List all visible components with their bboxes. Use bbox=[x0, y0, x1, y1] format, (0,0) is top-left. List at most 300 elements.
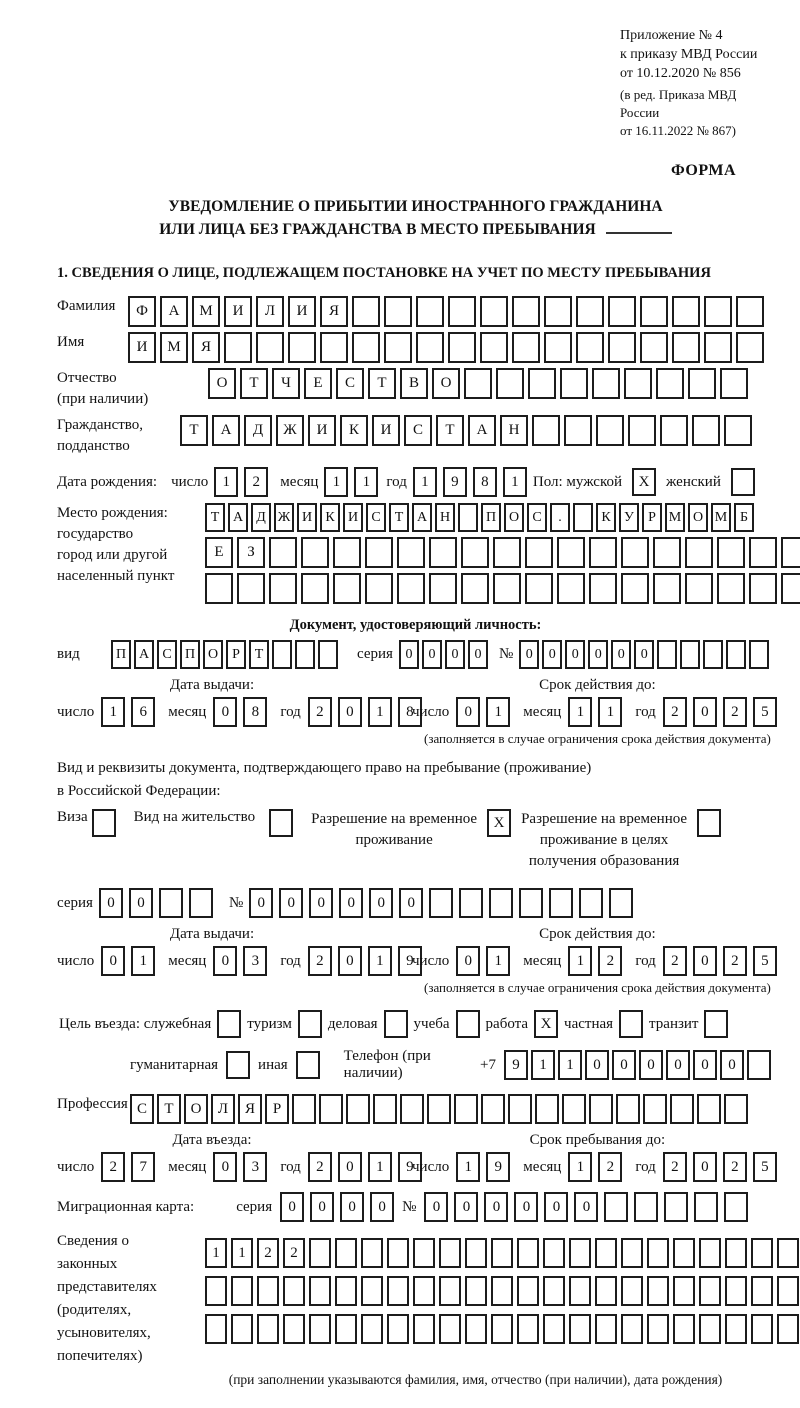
char-cell[interactable]: 0 bbox=[456, 946, 480, 976]
char-cell[interactable]: К bbox=[320, 503, 340, 532]
char-cell[interactable]: 0 bbox=[514, 1192, 538, 1222]
char-cell[interactable] bbox=[205, 573, 233, 604]
char-cell[interactable]: З bbox=[237, 537, 265, 568]
char-cell[interactable] bbox=[231, 1314, 253, 1344]
char-cell[interactable]: 1 bbox=[368, 697, 392, 727]
char-cell[interactable] bbox=[439, 1238, 461, 1268]
char-cell[interactable]: Б bbox=[734, 503, 754, 532]
char-cell[interactable]: С bbox=[366, 503, 386, 532]
char-cell[interactable] bbox=[309, 1276, 331, 1306]
char-cell[interactable] bbox=[749, 537, 777, 568]
char-cell[interactable] bbox=[361, 1276, 383, 1306]
char-cell[interactable] bbox=[647, 1314, 669, 1344]
char-cell[interactable]: С bbox=[157, 640, 177, 669]
char-cell[interactable]: Т bbox=[389, 503, 409, 532]
char-cell[interactable]: О bbox=[203, 640, 223, 669]
char-cell[interactable]: Т bbox=[157, 1094, 181, 1124]
char-cell[interactable] bbox=[609, 888, 633, 918]
char-cell[interactable] bbox=[673, 1276, 695, 1306]
purpose-transit-checkbox[interactable] bbox=[704, 1010, 728, 1038]
char-cell[interactable]: Д bbox=[244, 415, 272, 446]
char-cell[interactable]: 1 bbox=[413, 467, 437, 497]
char-cell[interactable]: 1 bbox=[205, 1238, 227, 1268]
char-cell[interactable] bbox=[517, 1276, 539, 1306]
char-cell[interactable]: И bbox=[288, 296, 316, 327]
char-cell[interactable]: 1 bbox=[231, 1238, 253, 1268]
char-cell[interactable] bbox=[413, 1238, 435, 1268]
char-cell[interactable] bbox=[448, 332, 476, 363]
char-cell[interactable]: 0 bbox=[309, 888, 333, 918]
char-cell[interactable] bbox=[413, 1276, 435, 1306]
char-cell[interactable] bbox=[335, 1314, 357, 1344]
char-cell[interactable] bbox=[699, 1238, 721, 1268]
char-cell[interactable] bbox=[694, 1192, 718, 1222]
char-cell[interactable]: 2 bbox=[723, 946, 747, 976]
char-cell[interactable] bbox=[458, 503, 478, 532]
char-cell[interactable]: 5 bbox=[753, 946, 777, 976]
char-cell[interactable] bbox=[589, 573, 617, 604]
char-cell[interactable]: 0 bbox=[542, 640, 562, 669]
char-cell[interactable]: А bbox=[134, 640, 154, 669]
char-cell[interactable]: 8 bbox=[398, 697, 422, 727]
char-cell[interactable] bbox=[365, 537, 393, 568]
char-cell[interactable]: 0 bbox=[693, 1152, 717, 1182]
char-cell[interactable] bbox=[465, 1238, 487, 1268]
char-cell[interactable] bbox=[335, 1238, 357, 1268]
char-cell[interactable] bbox=[413, 1314, 435, 1344]
char-cell[interactable] bbox=[697, 1094, 721, 1124]
char-cell[interactable]: О bbox=[432, 368, 460, 399]
char-cell[interactable]: 9 bbox=[398, 946, 422, 976]
temp-residence-edu-checkbox[interactable] bbox=[697, 809, 721, 837]
char-cell[interactable] bbox=[569, 1314, 591, 1344]
char-cell[interactable] bbox=[365, 573, 393, 604]
char-cell[interactable]: Н bbox=[500, 415, 528, 446]
char-cell[interactable] bbox=[624, 368, 652, 399]
char-cell[interactable]: 2 bbox=[308, 697, 332, 727]
char-cell[interactable] bbox=[346, 1094, 370, 1124]
char-cell[interactable] bbox=[653, 573, 681, 604]
char-cell[interactable]: М bbox=[711, 503, 731, 532]
char-cell[interactable]: С bbox=[130, 1094, 154, 1124]
char-cell[interactable]: 2 bbox=[101, 1152, 125, 1182]
char-cell[interactable] bbox=[653, 537, 681, 568]
char-cell[interactable]: 0 bbox=[484, 1192, 508, 1222]
char-cell[interactable]: И bbox=[224, 296, 252, 327]
char-cell[interactable] bbox=[491, 1314, 513, 1344]
char-cell[interactable] bbox=[319, 1094, 343, 1124]
char-cell[interactable]: И bbox=[128, 332, 156, 363]
char-cell[interactable] bbox=[657, 640, 677, 669]
char-cell[interactable] bbox=[295, 640, 315, 669]
char-cell[interactable] bbox=[751, 1314, 773, 1344]
char-cell[interactable] bbox=[643, 1094, 667, 1124]
char-cell[interactable] bbox=[549, 888, 573, 918]
char-cell[interactable] bbox=[621, 573, 649, 604]
char-cell[interactable]: 2 bbox=[244, 467, 268, 497]
char-cell[interactable] bbox=[726, 640, 746, 669]
char-cell[interactable] bbox=[387, 1314, 409, 1344]
char-cell[interactable] bbox=[373, 1094, 397, 1124]
char-cell[interactable] bbox=[562, 1094, 586, 1124]
char-cell[interactable] bbox=[416, 332, 444, 363]
char-cell[interactable] bbox=[777, 1238, 799, 1268]
char-cell[interactable]: Л bbox=[211, 1094, 235, 1124]
char-cell[interactable] bbox=[257, 1276, 279, 1306]
char-cell[interactable] bbox=[660, 415, 688, 446]
char-cell[interactable] bbox=[318, 640, 338, 669]
char-cell[interactable] bbox=[517, 1238, 539, 1268]
char-cell[interactable] bbox=[439, 1276, 461, 1306]
char-cell[interactable]: 0 bbox=[213, 946, 237, 976]
char-cell[interactable] bbox=[461, 537, 489, 568]
char-cell[interactable]: Т bbox=[205, 503, 225, 532]
char-cell[interactable]: 7 bbox=[131, 1152, 155, 1182]
char-cell[interactable] bbox=[224, 332, 252, 363]
char-cell[interactable]: 1 bbox=[568, 946, 592, 976]
char-cell[interactable]: 0 bbox=[279, 888, 303, 918]
char-cell[interactable] bbox=[508, 1094, 532, 1124]
char-cell[interactable] bbox=[335, 1276, 357, 1306]
char-cell[interactable]: 8 bbox=[473, 467, 497, 497]
char-cell[interactable]: 1 bbox=[558, 1050, 582, 1080]
char-cell[interactable]: И bbox=[372, 415, 400, 446]
char-cell[interactable] bbox=[596, 415, 624, 446]
char-cell[interactable] bbox=[576, 296, 604, 327]
char-cell[interactable]: 0 bbox=[519, 640, 539, 669]
char-cell[interactable] bbox=[397, 573, 425, 604]
char-cell[interactable]: П bbox=[481, 503, 501, 532]
char-cell[interactable] bbox=[288, 332, 316, 363]
char-cell[interactable]: 1 bbox=[486, 946, 510, 976]
char-cell[interactable] bbox=[672, 332, 700, 363]
char-cell[interactable] bbox=[725, 1314, 747, 1344]
char-cell[interactable]: А bbox=[212, 415, 240, 446]
char-cell[interactable] bbox=[749, 640, 769, 669]
char-cell[interactable]: Е bbox=[304, 368, 332, 399]
temp-residence-checkbox[interactable]: X bbox=[487, 809, 511, 837]
char-cell[interactable] bbox=[491, 1276, 513, 1306]
char-cell[interactable] bbox=[525, 573, 553, 604]
char-cell[interactable] bbox=[231, 1276, 253, 1306]
char-cell[interactable]: К bbox=[340, 415, 368, 446]
char-cell[interactable]: Е bbox=[205, 537, 233, 568]
char-cell[interactable]: 0 bbox=[666, 1050, 690, 1080]
char-cell[interactable] bbox=[384, 296, 412, 327]
char-cell[interactable]: 0 bbox=[422, 640, 442, 669]
char-cell[interactable] bbox=[448, 296, 476, 327]
char-cell[interactable] bbox=[688, 368, 716, 399]
char-cell[interactable] bbox=[685, 537, 713, 568]
char-cell[interactable]: М bbox=[160, 332, 188, 363]
char-cell[interactable] bbox=[269, 537, 297, 568]
char-cell[interactable]: М bbox=[192, 296, 220, 327]
char-cell[interactable] bbox=[621, 1276, 643, 1306]
char-cell[interactable]: А bbox=[228, 503, 248, 532]
char-cell[interactable] bbox=[387, 1238, 409, 1268]
char-cell[interactable]: П bbox=[111, 640, 131, 669]
purpose-private-checkbox[interactable] bbox=[619, 1010, 643, 1038]
char-cell[interactable]: 1 bbox=[531, 1050, 555, 1080]
char-cell[interactable] bbox=[333, 537, 361, 568]
char-cell[interactable]: Т bbox=[240, 368, 268, 399]
char-cell[interactable]: 0 bbox=[340, 1192, 364, 1222]
char-cell[interactable] bbox=[699, 1276, 721, 1306]
char-cell[interactable] bbox=[749, 573, 777, 604]
char-cell[interactable]: 1 bbox=[503, 467, 527, 497]
char-cell[interactable]: С bbox=[527, 503, 547, 532]
char-cell[interactable] bbox=[680, 640, 700, 669]
char-cell[interactable] bbox=[664, 1192, 688, 1222]
char-cell[interactable]: 9 bbox=[398, 1152, 422, 1182]
char-cell[interactable]: О bbox=[184, 1094, 208, 1124]
char-cell[interactable]: 3 bbox=[243, 946, 267, 976]
char-cell[interactable]: 0 bbox=[468, 640, 488, 669]
char-cell[interactable] bbox=[736, 296, 764, 327]
char-cell[interactable] bbox=[616, 1094, 640, 1124]
char-cell[interactable]: Р bbox=[265, 1094, 289, 1124]
char-cell[interactable] bbox=[333, 573, 361, 604]
char-cell[interactable]: 9 bbox=[486, 1152, 510, 1182]
char-cell[interactable] bbox=[640, 332, 668, 363]
char-cell[interactable]: 0 bbox=[399, 640, 419, 669]
char-cell[interactable] bbox=[489, 888, 513, 918]
char-cell[interactable]: Я bbox=[238, 1094, 262, 1124]
char-cell[interactable] bbox=[589, 1094, 613, 1124]
char-cell[interactable]: 0 bbox=[693, 1050, 717, 1080]
char-cell[interactable] bbox=[777, 1314, 799, 1344]
char-cell[interactable] bbox=[205, 1314, 227, 1344]
char-cell[interactable] bbox=[283, 1276, 305, 1306]
sex-female-checkbox[interactable] bbox=[731, 468, 755, 496]
char-cell[interactable] bbox=[557, 537, 585, 568]
char-cell[interactable] bbox=[459, 888, 483, 918]
char-cell[interactable] bbox=[320, 332, 348, 363]
char-cell[interactable] bbox=[634, 1192, 658, 1222]
char-cell[interactable] bbox=[292, 1094, 316, 1124]
char-cell[interactable]: 1 bbox=[131, 946, 155, 976]
char-cell[interactable]: 9 bbox=[504, 1050, 528, 1080]
char-cell[interactable]: Т bbox=[436, 415, 464, 446]
char-cell[interactable]: 2 bbox=[598, 946, 622, 976]
char-cell[interactable]: О bbox=[504, 503, 524, 532]
char-cell[interactable]: А bbox=[412, 503, 432, 532]
char-cell[interactable]: 0 bbox=[611, 640, 631, 669]
purpose-study-checkbox[interactable] bbox=[456, 1010, 480, 1038]
char-cell[interactable]: 0 bbox=[456, 697, 480, 727]
char-cell[interactable]: 0 bbox=[338, 946, 362, 976]
char-cell[interactable] bbox=[544, 296, 572, 327]
char-cell[interactable] bbox=[573, 503, 593, 532]
char-cell[interactable] bbox=[672, 296, 700, 327]
char-cell[interactable] bbox=[747, 1050, 771, 1080]
char-cell[interactable]: 0 bbox=[213, 697, 237, 727]
char-cell[interactable] bbox=[579, 888, 603, 918]
char-cell[interactable]: Я bbox=[320, 296, 348, 327]
char-cell[interactable] bbox=[283, 1314, 305, 1344]
char-cell[interactable] bbox=[528, 368, 556, 399]
char-cell[interactable] bbox=[512, 332, 540, 363]
char-cell[interactable]: 0 bbox=[634, 640, 654, 669]
char-cell[interactable]: 3 bbox=[243, 1152, 267, 1182]
char-cell[interactable] bbox=[237, 573, 265, 604]
char-cell[interactable]: 0 bbox=[445, 640, 465, 669]
char-cell[interactable] bbox=[256, 332, 284, 363]
char-cell[interactable] bbox=[439, 1314, 461, 1344]
char-cell[interactable] bbox=[493, 573, 521, 604]
char-cell[interactable] bbox=[777, 1276, 799, 1306]
char-cell[interactable]: Ф bbox=[128, 296, 156, 327]
char-cell[interactable]: И bbox=[297, 503, 317, 532]
char-cell[interactable] bbox=[429, 537, 457, 568]
char-cell[interactable] bbox=[595, 1314, 617, 1344]
char-cell[interactable] bbox=[604, 1192, 628, 1222]
char-cell[interactable] bbox=[272, 640, 292, 669]
char-cell[interactable] bbox=[361, 1314, 383, 1344]
char-cell[interactable] bbox=[301, 573, 329, 604]
char-cell[interactable]: 5 bbox=[753, 1152, 777, 1182]
char-cell[interactable]: 2 bbox=[723, 697, 747, 727]
char-cell[interactable]: 0 bbox=[693, 946, 717, 976]
char-cell[interactable] bbox=[576, 332, 604, 363]
char-cell[interactable] bbox=[692, 415, 720, 446]
char-cell[interactable]: 0 bbox=[639, 1050, 663, 1080]
char-cell[interactable] bbox=[496, 368, 524, 399]
char-cell[interactable] bbox=[569, 1276, 591, 1306]
char-cell[interactable]: Д bbox=[251, 503, 271, 532]
char-cell[interactable] bbox=[720, 368, 748, 399]
char-cell[interactable]: Л bbox=[256, 296, 284, 327]
char-cell[interactable]: 1 bbox=[368, 1152, 392, 1182]
char-cell[interactable] bbox=[673, 1238, 695, 1268]
char-cell[interactable]: 0 bbox=[280, 1192, 304, 1222]
char-cell[interactable] bbox=[517, 1314, 539, 1344]
char-cell[interactable]: В bbox=[400, 368, 428, 399]
char-cell[interactable]: Т bbox=[249, 640, 269, 669]
char-cell[interactable]: 0 bbox=[338, 697, 362, 727]
char-cell[interactable] bbox=[673, 1314, 695, 1344]
char-cell[interactable] bbox=[493, 537, 521, 568]
char-cell[interactable] bbox=[480, 332, 508, 363]
char-cell[interactable] bbox=[465, 1276, 487, 1306]
char-cell[interactable]: 0 bbox=[693, 697, 717, 727]
char-cell[interactable]: 2 bbox=[308, 1152, 332, 1182]
char-cell[interactable]: К bbox=[596, 503, 616, 532]
char-cell[interactable] bbox=[257, 1314, 279, 1344]
char-cell[interactable]: 0 bbox=[338, 1152, 362, 1182]
char-cell[interactable] bbox=[461, 573, 489, 604]
char-cell[interactable]: 5 bbox=[753, 697, 777, 727]
char-cell[interactable]: 0 bbox=[574, 1192, 598, 1222]
char-cell[interactable]: 0 bbox=[424, 1192, 448, 1222]
char-cell[interactable] bbox=[717, 573, 745, 604]
char-cell[interactable] bbox=[519, 888, 543, 918]
char-cell[interactable] bbox=[481, 1094, 505, 1124]
char-cell[interactable] bbox=[543, 1238, 565, 1268]
char-cell[interactable] bbox=[621, 537, 649, 568]
char-cell[interactable] bbox=[465, 1314, 487, 1344]
char-cell[interactable]: 2 bbox=[663, 697, 687, 727]
char-cell[interactable] bbox=[704, 332, 732, 363]
char-cell[interactable] bbox=[416, 296, 444, 327]
char-cell[interactable]: 2 bbox=[663, 946, 687, 976]
char-cell[interactable] bbox=[724, 415, 752, 446]
char-cell[interactable]: 1 bbox=[324, 467, 348, 497]
char-cell[interactable] bbox=[670, 1094, 694, 1124]
char-cell[interactable] bbox=[512, 296, 540, 327]
char-cell[interactable] bbox=[532, 415, 560, 446]
char-cell[interactable]: 1 bbox=[568, 1152, 592, 1182]
char-cell[interactable] bbox=[189, 888, 213, 918]
char-cell[interactable] bbox=[397, 537, 425, 568]
char-cell[interactable] bbox=[543, 1314, 565, 1344]
char-cell[interactable] bbox=[595, 1238, 617, 1268]
char-cell[interactable] bbox=[544, 332, 572, 363]
char-cell[interactable] bbox=[464, 368, 492, 399]
char-cell[interactable]: О bbox=[208, 368, 236, 399]
char-cell[interactable]: Ж bbox=[276, 415, 304, 446]
char-cell[interactable]: Р bbox=[642, 503, 662, 532]
char-cell[interactable]: 1 bbox=[354, 467, 378, 497]
char-cell[interactable]: 0 bbox=[399, 888, 423, 918]
char-cell[interactable] bbox=[205, 1276, 227, 1306]
char-cell[interactable] bbox=[608, 296, 636, 327]
char-cell[interactable] bbox=[384, 332, 412, 363]
char-cell[interactable] bbox=[301, 537, 329, 568]
char-cell[interactable]: 2 bbox=[663, 1152, 687, 1182]
char-cell[interactable]: С bbox=[404, 415, 432, 446]
char-cell[interactable]: 1 bbox=[568, 697, 592, 727]
char-cell[interactable]: 1 bbox=[598, 697, 622, 727]
char-cell[interactable] bbox=[736, 332, 764, 363]
char-cell[interactable]: 2 bbox=[598, 1152, 622, 1182]
char-cell[interactable]: 0 bbox=[544, 1192, 568, 1222]
char-cell[interactable]: И bbox=[308, 415, 336, 446]
char-cell[interactable] bbox=[564, 415, 592, 446]
char-cell[interactable]: 2 bbox=[723, 1152, 747, 1182]
char-cell[interactable] bbox=[269, 573, 297, 604]
char-cell[interactable]: 0 bbox=[612, 1050, 636, 1080]
char-cell[interactable]: П bbox=[180, 640, 200, 669]
char-cell[interactable]: О bbox=[688, 503, 708, 532]
char-cell[interactable] bbox=[647, 1276, 669, 1306]
char-cell[interactable] bbox=[309, 1314, 331, 1344]
char-cell[interactable]: 1 bbox=[101, 697, 125, 727]
char-cell[interactable] bbox=[781, 537, 800, 568]
char-cell[interactable] bbox=[725, 1276, 747, 1306]
purpose-other-checkbox[interactable] bbox=[296, 1051, 320, 1079]
char-cell[interactable] bbox=[751, 1276, 773, 1306]
char-cell[interactable]: 1 bbox=[214, 467, 238, 497]
char-cell[interactable]: 0 bbox=[99, 888, 123, 918]
residence-permit-checkbox[interactable] bbox=[269, 809, 293, 837]
purpose-tourism-checkbox[interactable] bbox=[298, 1010, 322, 1038]
char-cell[interactable]: Т bbox=[368, 368, 396, 399]
char-cell[interactable]: 1 bbox=[486, 697, 510, 727]
char-cell[interactable] bbox=[352, 332, 380, 363]
char-cell[interactable]: 1 bbox=[368, 946, 392, 976]
char-cell[interactable]: . bbox=[550, 503, 570, 532]
char-cell[interactable] bbox=[543, 1276, 565, 1306]
char-cell[interactable]: Ж bbox=[274, 503, 294, 532]
char-cell[interactable]: А bbox=[468, 415, 496, 446]
char-cell[interactable] bbox=[592, 368, 620, 399]
char-cell[interactable] bbox=[491, 1238, 513, 1268]
char-cell[interactable]: А bbox=[160, 296, 188, 327]
char-cell[interactable] bbox=[427, 1094, 451, 1124]
char-cell[interactable] bbox=[656, 368, 684, 399]
char-cell[interactable] bbox=[608, 332, 636, 363]
